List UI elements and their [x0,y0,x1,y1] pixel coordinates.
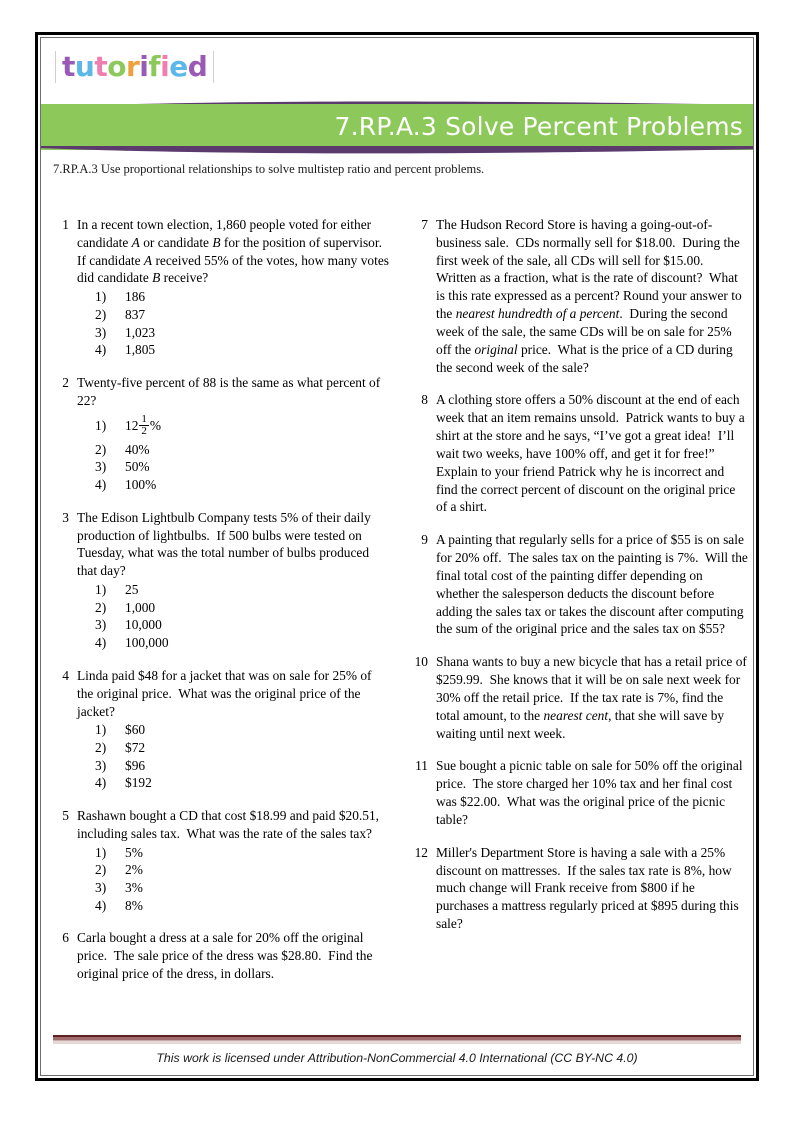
question-text: Carla bought a dress at a sale for 20% off the original price. The sale price of the dress was $28.80. Find the original price of the dress, in dollars. [77,930,373,982]
logo-letter-4: r [125,50,140,83]
answer-choice[interactable] [95,897,390,915]
logo-letter-0: t [62,50,75,83]
question-text: Twenty-five percent of 88 is the same as what percent of 22? [77,375,381,408]
answer-choices [77,844,390,915]
choice-label: 2) [95,862,107,878]
choice-value: 12 $\frac{1}{2}$ % [125,413,162,438]
choice-value: 5% [125,844,143,860]
question-text: A clothing store offers a 50% discount at the end of each week that an item remains unsold. Patrick wants to buy a shirt at the store and he says, “I’ve got a great idea! I’ll wait two weeks, have 100% off, and get it for free!” Explain to your friend Patrick why he is incorrect and find the correct percent of discount on the original price of a shirt. [436,392,745,515]
choice-label: 1) [95,844,107,860]
logo-text [62,50,208,83]
logo-letter-7: i [160,50,170,83]
choice-label: 2) [95,599,107,615]
answer-choice[interactable] [95,721,390,739]
answer-choice[interactable] [95,441,390,459]
question-body [77,509,390,652]
choice-label: 1) [95,722,107,738]
question-number: 3 [62,509,69,525]
choice-label: 3) [95,617,107,633]
question-item-3 [53,509,390,652]
question-text: Sue bought a picnic table on sale for 50% off the original price. The store charged her 10% tax and her final cost was $22.00. What was the original price of the picnic table? [436,758,743,827]
tutorified-logo [55,51,214,83]
question-number: 1 [62,217,69,232]
page-inner-border [40,37,754,1076]
choice-label: 3) [95,757,107,773]
choice-value: 1,805 [125,342,156,358]
choice-label: 1) [95,582,107,598]
answer-choice[interactable] [95,844,390,862]
choice-label: 1) [95,417,107,433]
question-number: 12 [414,844,428,860]
question-body [77,807,390,914]
question-text: In a recent town election, 1,860 people voted for either candidate A or candidate B for the position of supervisor. If candidate A received 55% of the votes, how many votes did candidate B receive? [77,217,389,286]
question-number: 2 [62,375,69,391]
question-text: The Edison Lightbulb Company tests 5% of their daily production of lightbulbs. If 500 bulbs were tested on Tuesday, what was the total number of bulbs produced that day? [77,509,371,579]
choice-value: 186 [125,289,146,305]
question-item-12 [412,844,749,933]
choice-label: 4) [95,897,107,913]
question-item-8 [412,391,749,516]
answer-choice[interactable] [95,861,390,879]
logo-letter-3: o [107,50,126,83]
choice-value: 10,000 [125,617,162,633]
choice-label: 4) [95,477,107,493]
choice-label: 3) [95,459,107,475]
choice-label: 2) [95,307,107,322]
choice-value: 100,000 [125,635,169,651]
choice-label: 4) [95,342,107,358]
answer-choice[interactable] [95,411,390,441]
left-column [53,216,390,998]
page-frame [35,32,759,1081]
header-banner [40,101,754,153]
choice-label: 2) [95,441,107,457]
answer-choice[interactable] [95,616,390,634]
question-item-7 [412,216,749,376]
answer-choice[interactable] [95,739,390,757]
question-item-2 [53,374,390,494]
choice-label: 3) [95,324,107,340]
question-text: Miller's Department Store is having a sale with a 25% discount on mattresses. If the sales tax rate is 8%, how much change will Frank receive from $800 if he purchases a mattress regularly priced at $895 during this sale? [436,844,739,931]
answer-choice[interactable] [95,306,390,324]
answer-choices [77,581,390,652]
choice-value: 50% [125,459,150,475]
choice-label: 1) [95,289,107,305]
question-number: 11 [415,758,428,774]
answer-choice[interactable] [95,757,390,775]
answer-choice[interactable] [95,324,390,342]
logo-letter-2: t [94,50,108,83]
logo-letter-8: e [169,50,188,83]
question-text: The Hudson Record Store is having a going-out-of-business sale. CDs normally sell for $18.00. During the first week of the sale, all CDs will sell for $15.00. Written as a fraction, what is the rate of discount? What is this rate expressed as a percent? Round your answer to the nearest hundredth of a percent. During the second week of the sale, the same CDs will be on sale for 25% off the original price. What is the price of a CD during the second week of the sale? [436,217,742,375]
answer-choice[interactable] [95,458,390,476]
question-body [436,216,749,376]
question-text: A painting that regularly sells for a price of $55 is on sale for 20% off. The sales tax on the painting is 7%. Will the final total cost of the painting differ depending on whether the salesperson deducts the discount before adding the sales tax or takes the discount after computing the sum of the original price and the sales tax on $55? [436,532,748,637]
choice-label: 3) [95,880,107,896]
answer-choice[interactable] [95,288,390,306]
page-footer [53,1035,741,1065]
choice-value: $192 [125,775,152,791]
question-text: Shana wants to buy a new bicycle that has a retail price of $259.99. She knows that it will be on sale next week for 30% off the retail price. If the tax rate is 7%, find the total amount, to the nearest cent, that she will save by waiting until next week. [436,654,747,741]
question-body [436,653,749,742]
logo-letter-9: d [187,50,208,83]
answer-choice[interactable] [95,581,390,599]
choice-value: $60 [125,722,146,738]
answer-choice[interactable] [95,341,390,359]
question-number: 8 [421,392,428,408]
question-columns [53,216,749,998]
choice-value: $96 [125,757,146,773]
question-number: 6 [62,930,69,946]
right-column [412,216,749,998]
question-number: 9 [421,532,428,548]
choice-label: 2) [95,740,107,756]
question-item-6 [53,929,390,982]
question-body [77,374,390,494]
answer-choice[interactable] [95,774,390,792]
footer-divider-rule [53,1035,741,1044]
answer-choices [77,411,390,494]
question-body [77,667,390,792]
question-item-1 [53,216,390,359]
choice-value: 837 [125,307,146,322]
choice-value: 8% [125,897,143,913]
choice-value: 1,023 [125,324,156,340]
choice-value: 3% [125,880,143,896]
choice-value: $72 [125,740,146,756]
question-item-10 [412,653,749,742]
choice-value: 100% [125,477,157,493]
choice-value: 2% [125,862,143,878]
page-title: 7.RP.A.3 Solve Percent Problems [334,112,743,141]
choice-label: 4) [95,775,107,791]
choice-value: 1,000 [125,599,156,615]
question-body [436,757,749,828]
question-item-11 [412,757,749,828]
standard-description: 7.RP.A.3 Use proportional relationships to solve multistep ratio and percent problems. [53,162,485,176]
question-body [436,844,749,933]
question-number: 5 [62,808,69,824]
question-text: Rashawn bought a CD that cost $18.99 and paid $20.51, including sales tax. What was the rate of the sales tax? [77,808,379,841]
question-number: 7 [421,217,428,232]
logo-letter-6: f [148,50,161,83]
question-item-5 [53,807,390,914]
answer-choice[interactable] [95,879,390,897]
logo-letter-5: i [139,50,149,83]
choice-value: 40% [125,441,150,457]
answer-choice[interactable] [95,599,390,617]
question-item-4 [53,667,390,792]
question-body [436,391,749,516]
question-item-9 [412,531,749,638]
question-body [77,216,390,359]
choice-value: 25 [125,582,139,598]
question-number: 4 [62,667,69,683]
question-number: 10 [414,654,428,670]
choice-label: 4) [95,635,107,651]
answer-choices [77,288,390,359]
question-body [436,531,749,638]
answer-choice[interactable] [95,476,390,494]
logo-letter-1: u [74,50,95,83]
question-text: Linda paid $48 for a jacket that was on sale for 25% of the original price. What was the original price of the jacket? [77,667,372,719]
license-text: This work is licensed under Attribution-NonCommercial 4.0 International (CC BY-NC 4.0) [156,1051,638,1065]
answer-choice[interactable] [95,634,390,652]
question-body [77,929,390,982]
answer-choices [77,721,390,792]
